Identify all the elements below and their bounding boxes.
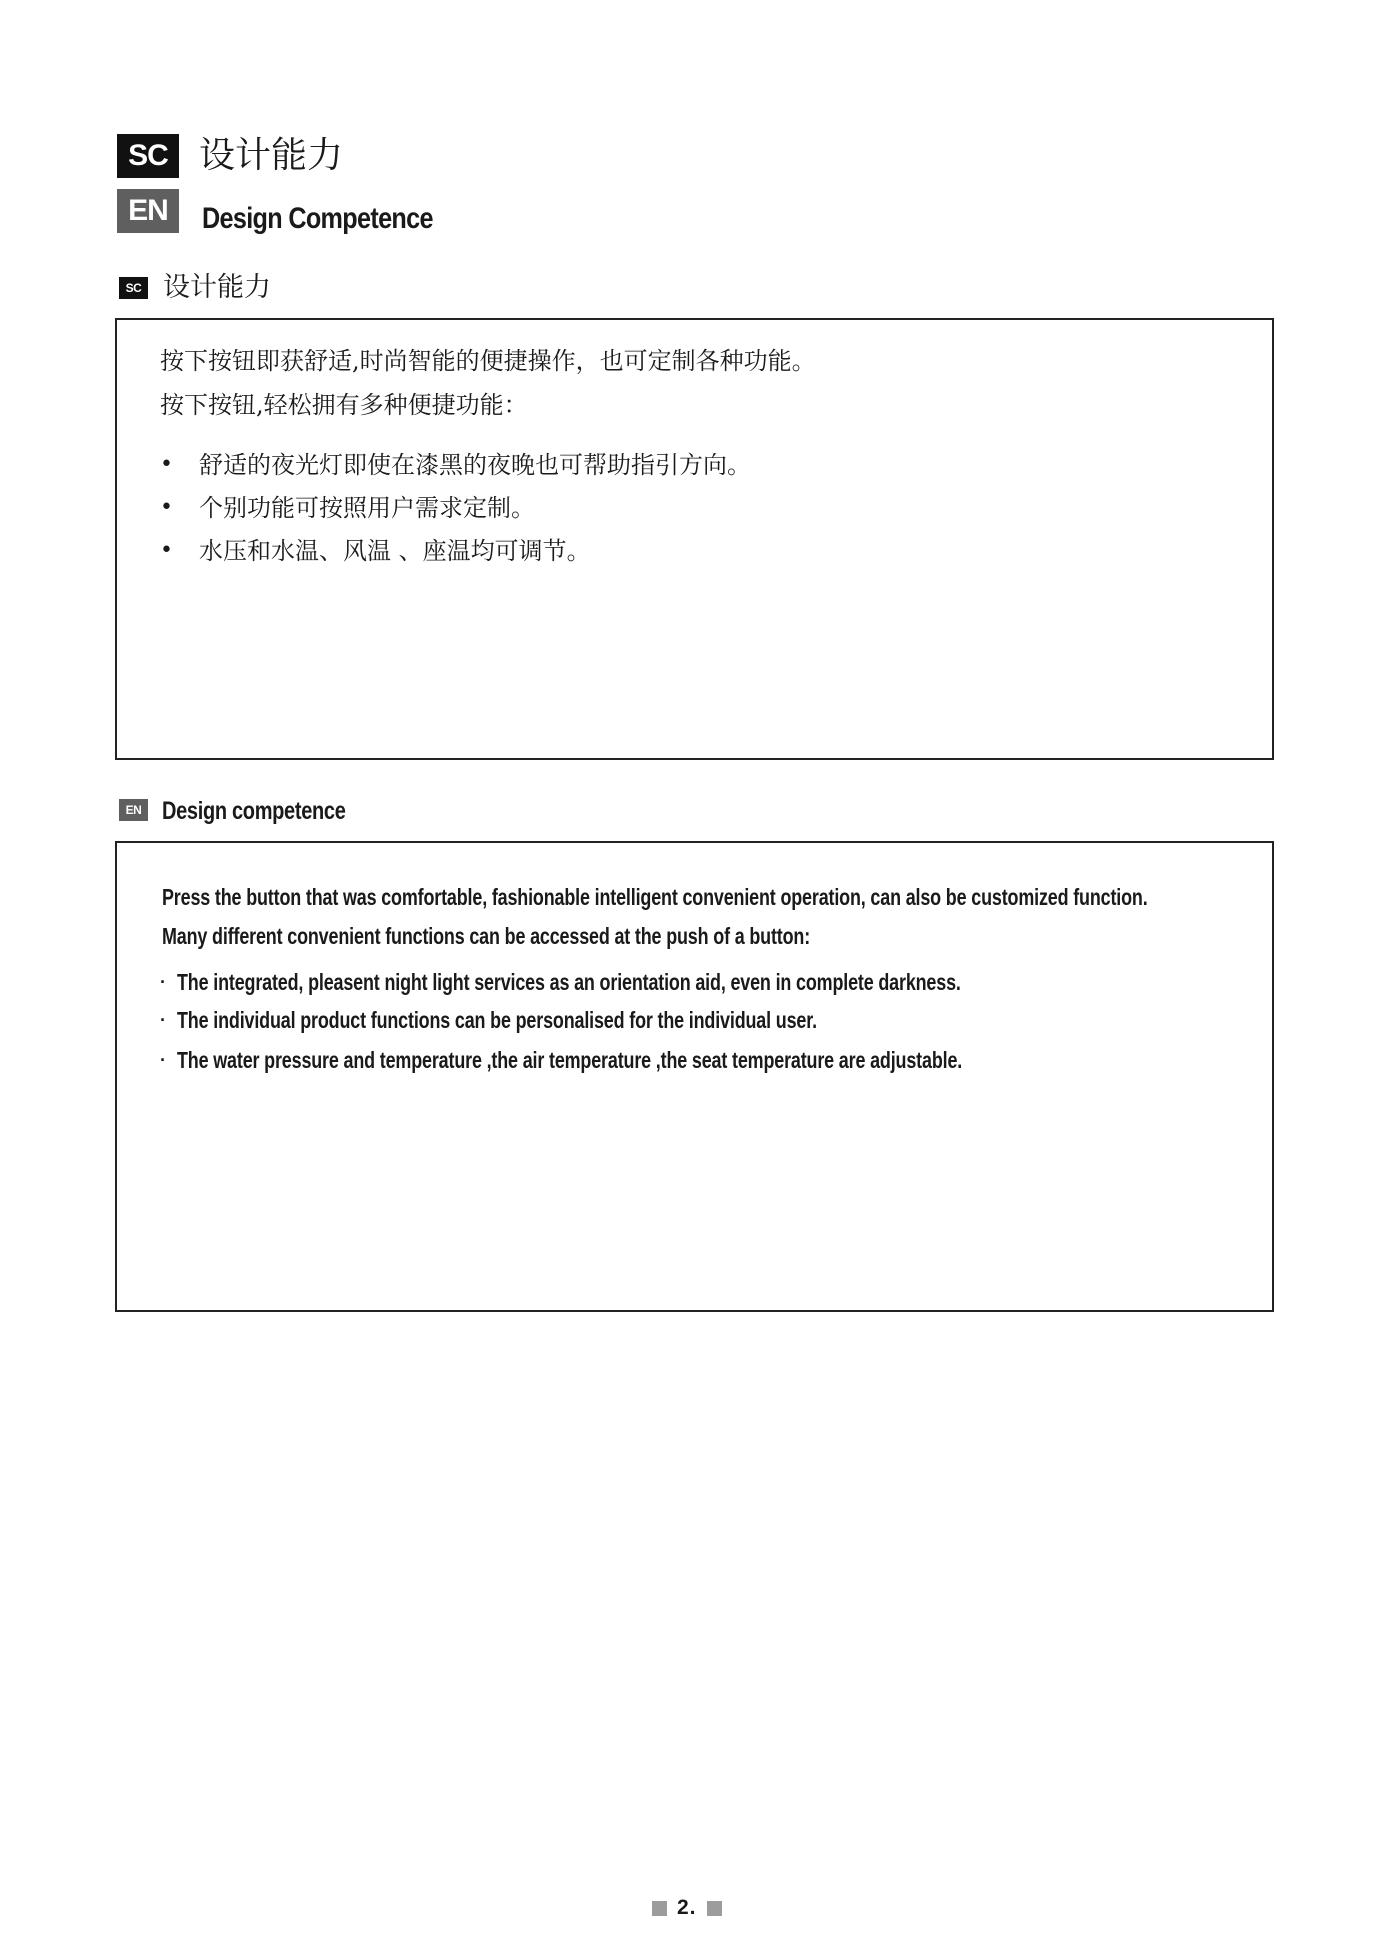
sc-bullet-dot: • (160, 452, 173, 477)
sc-bullet-text: 水压和水温、风温 、座温均可调节。 (199, 537, 591, 565)
en-bullet-dot: · (160, 972, 166, 992)
en-bullet-dot: · (160, 1010, 166, 1030)
page-title-sc: 设计能力 (199, 135, 344, 176)
sc-bullet-dot: • (160, 538, 173, 563)
square-icon (652, 1901, 667, 1916)
en-bullet-text: The individual product functions can be personalised for the individual user. (177, 1007, 817, 1033)
page-title-en: Design Competence (202, 202, 433, 235)
en-intro-line-2: Many different convenient functions can be accessed at the push of a button: (162, 923, 811, 949)
square-icon (707, 1901, 722, 1916)
sc-section-heading: 设计能力 (163, 272, 271, 303)
sc-intro-line-2: 按下按钮,轻松拥有多种便捷功能： (160, 391, 528, 419)
sc-bullet-text: 个别功能可按照用户需求定制。 (199, 494, 535, 522)
sc-bullet-text: 舒适的夜光灯即使在漆黑的夜晚也可帮助指引方向。 (199, 451, 751, 479)
en-intro-line-1: Press the button that was comfortable, fashionable intelligent convenient operation, can also be customized function. (162, 884, 1148, 910)
sc-language-badge: SC (117, 134, 179, 178)
en-section-heading: Design competence (162, 797, 346, 825)
page-number: 2. (677, 1896, 697, 1919)
en-bullet-dot: · (160, 1050, 166, 1070)
en-section-badge: EN (119, 799, 148, 821)
page-footer (652, 1896, 722, 1920)
sc-section-badge: SC (119, 277, 148, 299)
en-bullet-text: The integrated, pleasent night light services as an orientation aid, even in complete darkness. (177, 969, 961, 995)
sc-bullet-dot: • (160, 495, 173, 520)
en-language-badge: EN (117, 189, 179, 233)
sc-intro-line-1: 按下按钮即获舒适,时尚智能的便捷操作，也可定制各种功能。 (160, 347, 816, 375)
en-bullet-text: The water pressure and temperature ,the air temperature ,the seat temperature are adjustable. (177, 1047, 963, 1073)
